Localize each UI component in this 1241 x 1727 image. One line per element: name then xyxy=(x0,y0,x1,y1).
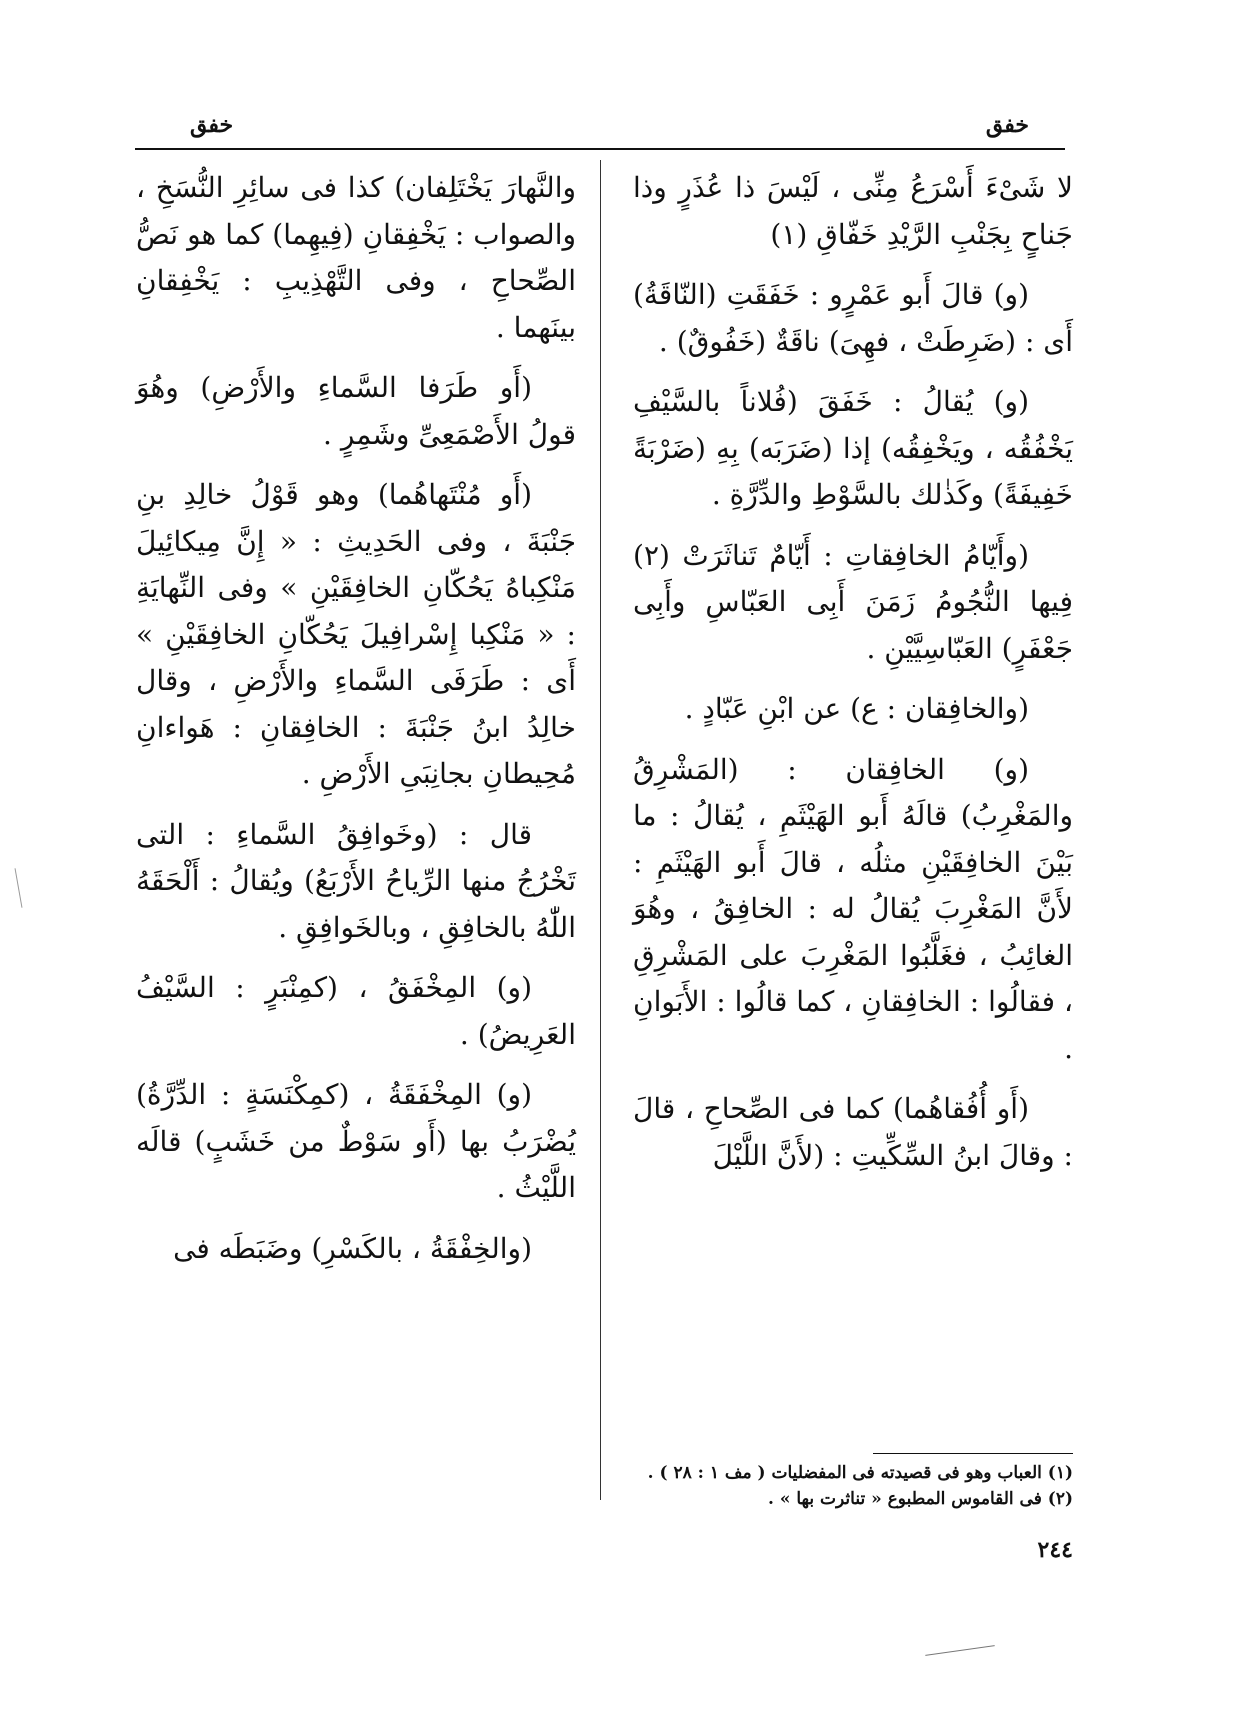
footnotes xyxy=(613,1460,1073,1512)
page-number: ٢٤٤ xyxy=(1037,1537,1073,1563)
footnote-rule xyxy=(873,1453,1073,1454)
paragraph: (و) المِخْفَقَةُ ، (كمِكْنَسَةٍ : الدِّرَّةُ) يُضْرَبُ بها (أَو سَوْطٌ من خَشَبٍ) قالَه اللَّيْثُ . xyxy=(136,1078,576,1204)
paragraph: (أَو مُنْتَهاهُما) وهو قَوْلُ خالِدِ بنِ جَنْبَةَ ، وفى الحَدِيثِ : « إِنَّ مِيكائِيلَ مَنْكِباهُ يَحُكّانِ الخافِقَيْنِ » وفى النِّهايَةِ : « مَنْكِبا إِسْرافِيلَ يَحُكّانِ الخافِقَيْنِ » أَى : طَرَفَى السَّماءِ والأَرْضِ ، وقال خالِدُ ابنُ جَنْبَةَ : الخافِقانِ : هَواءانِ مُحِيطانِ بجانِبَىِ الأَرْضِ . xyxy=(136,478,576,790)
header-rule xyxy=(135,148,1065,150)
paragraph: والنَّهارَ يَخْتَلِفان) كذا فى سائِرِ النُّسَخِ ، والصواب : يَخْفِقانِ (فِيهِما) كما هو نَصُّ الصِّحاحِ ، وفى التَّهْذِيبِ : يَخْفِقانِ بينَهما . xyxy=(136,171,576,344)
right-column xyxy=(633,165,1073,1179)
header-word-right: خفق xyxy=(985,112,1029,138)
scan-artifact xyxy=(925,1645,994,1656)
paragraph: (و) يُقالُ : خَفَقَ (فُلاناً بالسَّيْفِ يَخْفُقُه ، ويَخْفِقُه) إذا (ضَرَبَه) بِهِ (ضَرْبَةً خَفِيفَةً) وكَذٰلك بالسَّوْطِ والدِّرَّةِ . xyxy=(633,385,1073,511)
footnote: (٢) فى القاموس المطبوع « تناثرت بها » . xyxy=(767,1489,1073,1509)
paragraph: قال : (وخَوافِقُ السَّماءِ : التى تَخْرُجُ منها الرِّياحُ الأَرْبَعُ) ويُقالُ : أَلْحَقَهُ اللّٰهُ بالخافِقِ ، وبالخَوافِقِ . xyxy=(136,817,576,944)
paragraph: لا شَىْءَ أَسْرَعُ مِنِّى ، لَيْسَ ذا عُذَرٍ وذا جَناحٍ بِجَنْبِ الرَّيْدِ خَفّاقِ (١) xyxy=(633,171,1073,251)
paragraph: (و) المِخْفَقُ ، (كمِنْبَرٍ : السَّيْفُ العَرِيضُ) . xyxy=(136,971,576,1051)
paragraph: (و) قالَ أَبو عَمْرٍو : خَفَقَتِ (النّاقَةُ) أَى : (ضَرِطَتْ ، فهِىَ) ناقَةٌ (خَفُوقٌ) . xyxy=(633,278,1073,358)
paragraph: (والخافِقان : ع) عن ابْنِ عَبّادٍ . xyxy=(684,692,1029,725)
paragraph: (وأَيّامُ الخافِقاتِ : أَيّامٌ تَناثَرَتْ (٢) فِيها النُّجُومُ زَمَنَ أَبِى العَبّاسِ وأَبِى جَعْفَرٍ) العَبّاسِيَّيْنِ . xyxy=(633,538,1073,665)
paragraph: (أَو طَرَفا السَّماءِ والأَرْضِ) وهُوَ قولُ الأَصْمَعِىِّ وشَمِرٍ . xyxy=(136,371,576,451)
footnote: (١) العباب وهو فى قصيدته فى المفضليات ( مف ١ : ٢٨ ) . xyxy=(647,1463,1073,1483)
column-divider xyxy=(600,160,601,1500)
scan-artifact xyxy=(15,868,23,908)
paragraph: (والخِفْقَةُ ، بالكَسْرِ) وضَبَطَه فى xyxy=(173,1231,532,1265)
header-word-left: خفق xyxy=(190,112,234,138)
paragraph: (أَو أُفُقاهُما) كما فى الصِّحاحِ ، قالَ : وقالَ ابنُ السِّكِّيتِ : (لأَنَّ اللَّيْلَ xyxy=(633,1092,1073,1172)
left-column xyxy=(136,165,576,1272)
paragraph: (و) الخافِقان : (المَشْرِقُ والمَغْرِبُ) قالَهُ أَبو الهَيْثَمِ ، يُقالُ : ما بَيْنَ الخافِقَيْنِ مثلُه ، قالَ أَبو الهَيْثَمِ : لأَنَّ المَغْرِبَ يُقالُ له : الخافِقُ ، وهُوَ الغائِبُ ، فغَلَّبُوا المَغْرِبَ على المَشْرِقِ ، فقالُوا : الخافِقانِ ، كما قالُوا : الأَبَوانِ . xyxy=(633,752,1073,1065)
